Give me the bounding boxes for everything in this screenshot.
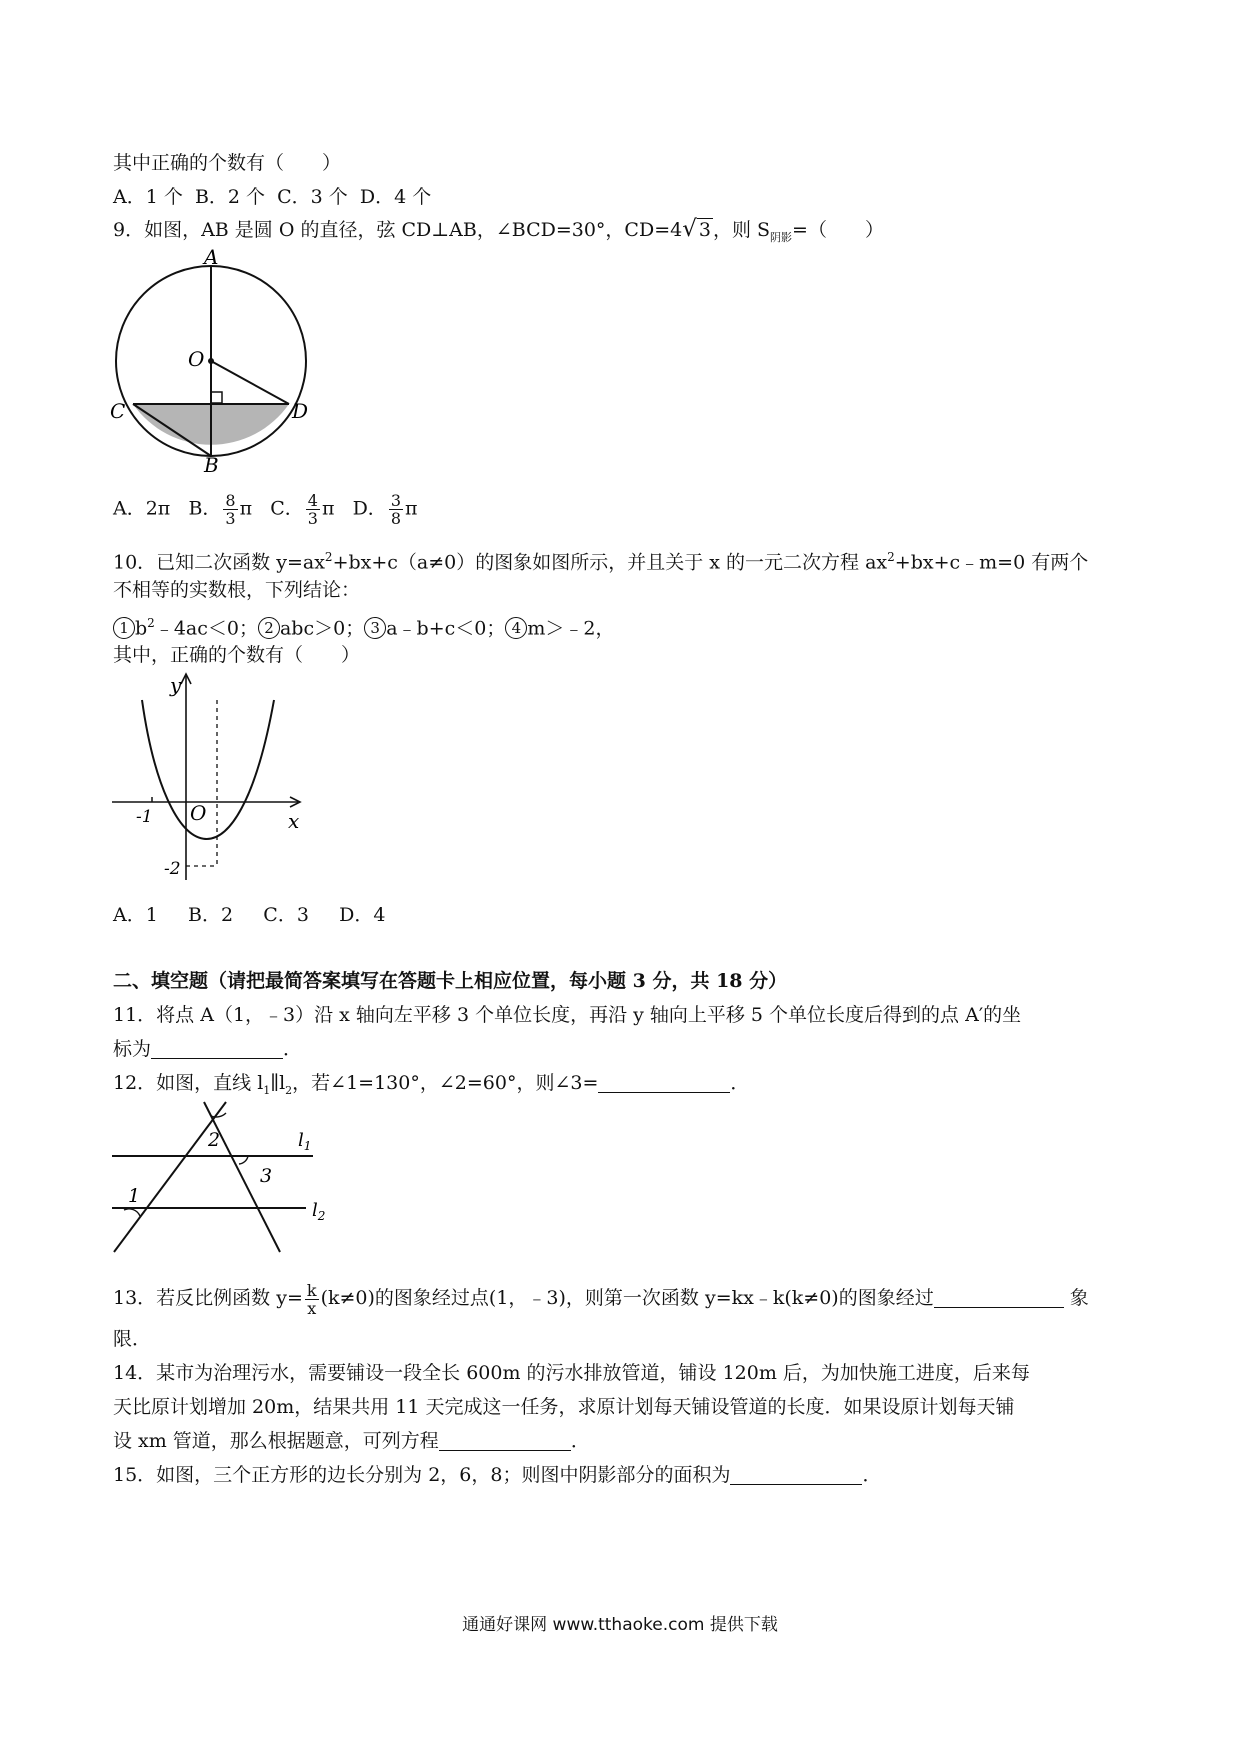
q10-label-x: x [288, 809, 300, 833]
q10-circled-4: 4 [505, 617, 527, 639]
q12-label-l2-sub: 2 [317, 1209, 326, 1223]
q14-line2: 天比原计划增加 20m，结果共用 11 天完成这一任务，求原计划每天铺设管道的长度．如果设原计划每天铺 [113, 1396, 1015, 1418]
q15-text-b: ． [862, 1464, 882, 1486]
q12-label-l1-letter: l [298, 1130, 304, 1151]
q14-line3-a: 设 xm 管道，那么根据题意，可列方程 [113, 1430, 439, 1452]
q10-option-b: B．2 [188, 904, 234, 926]
q10-label-minus1: -1 [136, 807, 153, 827]
q12-angle1-arc [124, 1209, 140, 1216]
q10-options [113, 902, 385, 928]
q10-label-o: O [190, 801, 207, 825]
q13-line1 [113, 1278, 1089, 1318]
page-footer: 通通好课网 www.tthaoke.com 提供下载 [462, 1615, 778, 1635]
q10-parabola [142, 700, 274, 839]
q13-frac-den: x [307, 1298, 317, 1318]
q13-frac [305, 1282, 319, 1317]
q9-frac-b-num: 8 [225, 491, 236, 510]
q9-circle-figure [108, 248, 308, 473]
q14-line3-b: ． [570, 1430, 590, 1452]
q12-sub-2: 2 [285, 1083, 293, 1097]
q14-answer-blank[interactable] [439, 1430, 571, 1451]
q13-frac-num: k [306, 1280, 317, 1300]
q14-line3 [113, 1428, 590, 1454]
q10-option-d: D．4 [339, 904, 386, 926]
q9-question: 9．如图，AB 是圆 O 的直径，弦 CD⊥AB，∠BCD=30°，CD=4√ 3 ，则 $S_{阴影}=$（ ） [113, 216, 884, 244]
q9-sqrt-value: 3 [698, 219, 711, 241]
q13-text-a: 13．若反比例函数 y= [113, 1287, 303, 1309]
q14-line1: 14．某市为治理污水，需要铺设一段全长 600m 的污水排放管道，铺设 120m 后，为加快施工进度，后来每 [113, 1362, 1030, 1384]
q12-text-c: ，若∠1=130°，∠2=60°，则∠3= [292, 1072, 599, 1094]
q9-option-b: B． [188, 497, 222, 520]
q9-frac-d-pi: π [405, 497, 418, 520]
q9-text-c: =（ ） [792, 219, 884, 241]
q13-text-c: 象 [1069, 1287, 1089, 1309]
q13-answer-blank[interactable] [934, 1287, 1064, 1308]
q12-label-3: 3 [260, 1165, 273, 1187]
q13-line2: 限． [113, 1328, 152, 1350]
q9-label-a: A [204, 248, 219, 269]
q11-line2-a: 标为 [113, 1038, 152, 1060]
q9-text-a: 9．如图，AB 是圆 O 的直径，弦 CD⊥AB，∠BCD=30°，CD=4 [113, 219, 683, 241]
q12-angle3-arc [239, 1156, 248, 1164]
q10-circled-2: 2 [258, 617, 280, 639]
q8-option-b: B．2 个 [194, 186, 266, 208]
q12-text-end: ． [730, 1072, 750, 1094]
q11-line2-b: ． [283, 1038, 303, 1060]
q9-option-a: A．2π [113, 497, 171, 520]
q10-stmt-2: abc＞0； [279, 617, 365, 640]
q11-line2 [113, 1036, 302, 1062]
q9-center-point [208, 358, 214, 364]
q9-frac-d-num: 3 [390, 491, 401, 510]
q10-sup-2: 2 [887, 550, 895, 564]
q9-frac-c-den: 3 [307, 509, 318, 528]
q12-label-l1 [298, 1130, 311, 1153]
q8-question-line: 其中正确的个数有（ ） [113, 152, 342, 174]
q10-line1-b: +bx+c（a≠0）的图象如图所示，并且关于 x 的一元二次方程 ax [332, 551, 888, 574]
q9-frac-d-den: 8 [390, 509, 401, 528]
q10-stmt-1: b [135, 617, 148, 640]
q9-option-c: C． [270, 497, 304, 520]
q10-stmt-3: a﹣b+c＜0； [386, 617, 506, 640]
q10-statements [113, 610, 614, 641]
q10-stmt-1b: ﹣4ac＜0； [154, 617, 258, 640]
q9-options [113, 492, 418, 527]
q12-text-b: ∥l [270, 1072, 286, 1094]
q10-stmt-4: m＞﹣2， [527, 617, 615, 640]
q12-parallel-lines-figure [108, 1098, 338, 1258]
q12-sub-1: 1 [263, 1083, 271, 1097]
q9-frac-b-pi: π [239, 497, 253, 520]
q15-question [113, 1462, 882, 1488]
q10-line4: 其中，正确的个数有（ ） [113, 644, 361, 666]
q9-label-o: O [188, 347, 205, 371]
q12-transversal-left [114, 1102, 226, 1252]
q12-answer-blank[interactable] [598, 1072, 730, 1093]
q10-line1-a: 10．已知二次函数 y=ax [113, 551, 325, 574]
section2-heading: 二、填空题（请把最简答案填写在答题卡上相应位置，每小题 3 分，共 18 分） [113, 970, 788, 992]
q10-line1 [113, 544, 1088, 575]
q9-frac-b-den: 3 [225, 509, 236, 528]
q15-answer-blank[interactable] [730, 1464, 862, 1485]
q9-label-b: B [204, 453, 219, 473]
q10-label-minus2: -2 [164, 859, 181, 879]
q11-answer-blank[interactable] [151, 1038, 283, 1059]
q10-option-a: A．1 [113, 904, 158, 926]
q12-label-l2 [312, 1200, 325, 1223]
q10-sup-1: 2 [324, 550, 333, 564]
q9-option-d: D． [352, 497, 387, 520]
q12-label-2: 2 [208, 1129, 221, 1151]
q10-sup-3: 2 [147, 616, 155, 630]
q11-line1: 11．将点 A（1，﹣3）沿 x 轴向左平移 3 个单位长度，再沿 y 轴向上平移 5 个单位长度后得到的点 A′的坐 [113, 1004, 1022, 1026]
q12-text-a: 12．如图，直线 l [113, 1072, 264, 1094]
q12-label-l1-sub: 1 [303, 1139, 312, 1153]
q9-frac-b [223, 492, 237, 527]
q9-subscript: 阴影 [770, 230, 793, 244]
q10-line2: 不相等的实数根，下列结论： [113, 579, 361, 601]
q10-line1-c: +bx+c﹣m=0 有两个 [894, 551, 1089, 574]
q12-label-1: 1 [128, 1185, 141, 1207]
q8-option-d: D．4 个 [359, 186, 432, 208]
q12-label-l2-letter: l [312, 1200, 318, 1221]
q10-parabola-figure [108, 670, 308, 885]
q9-text-b: ，则 S [712, 219, 771, 241]
q13-text-b: (k≠0)的图象经过点(1，﹣3)，则第一次函数 y=kx﹣k(k≠0)的图象经过 [320, 1287, 934, 1309]
q10-label-y: y [170, 673, 182, 697]
q10-circled-1: 1 [113, 617, 135, 639]
q8-option-c: C．3 个 [277, 186, 348, 208]
q9-frac-c-num: 4 [307, 491, 318, 510]
q8-options [113, 184, 431, 210]
q9-label-d: D [292, 399, 308, 423]
q8-option-a: A．1 个 [113, 186, 183, 208]
q9-frac-c-pi: π [321, 497, 335, 520]
q10-option-c: C．3 [263, 904, 309, 926]
q9-right-angle-mark [211, 392, 222, 403]
q9-frac-c [306, 492, 320, 527]
q9-frac-d [389, 492, 403, 527]
q9-label-c: C [110, 399, 126, 423]
q15-text-a: 15．如图，三个正方形的边长分别为 2，6，8；则图中阴影部分的面积为 [113, 1464, 731, 1486]
q10-circled-3: 3 [364, 617, 386, 639]
